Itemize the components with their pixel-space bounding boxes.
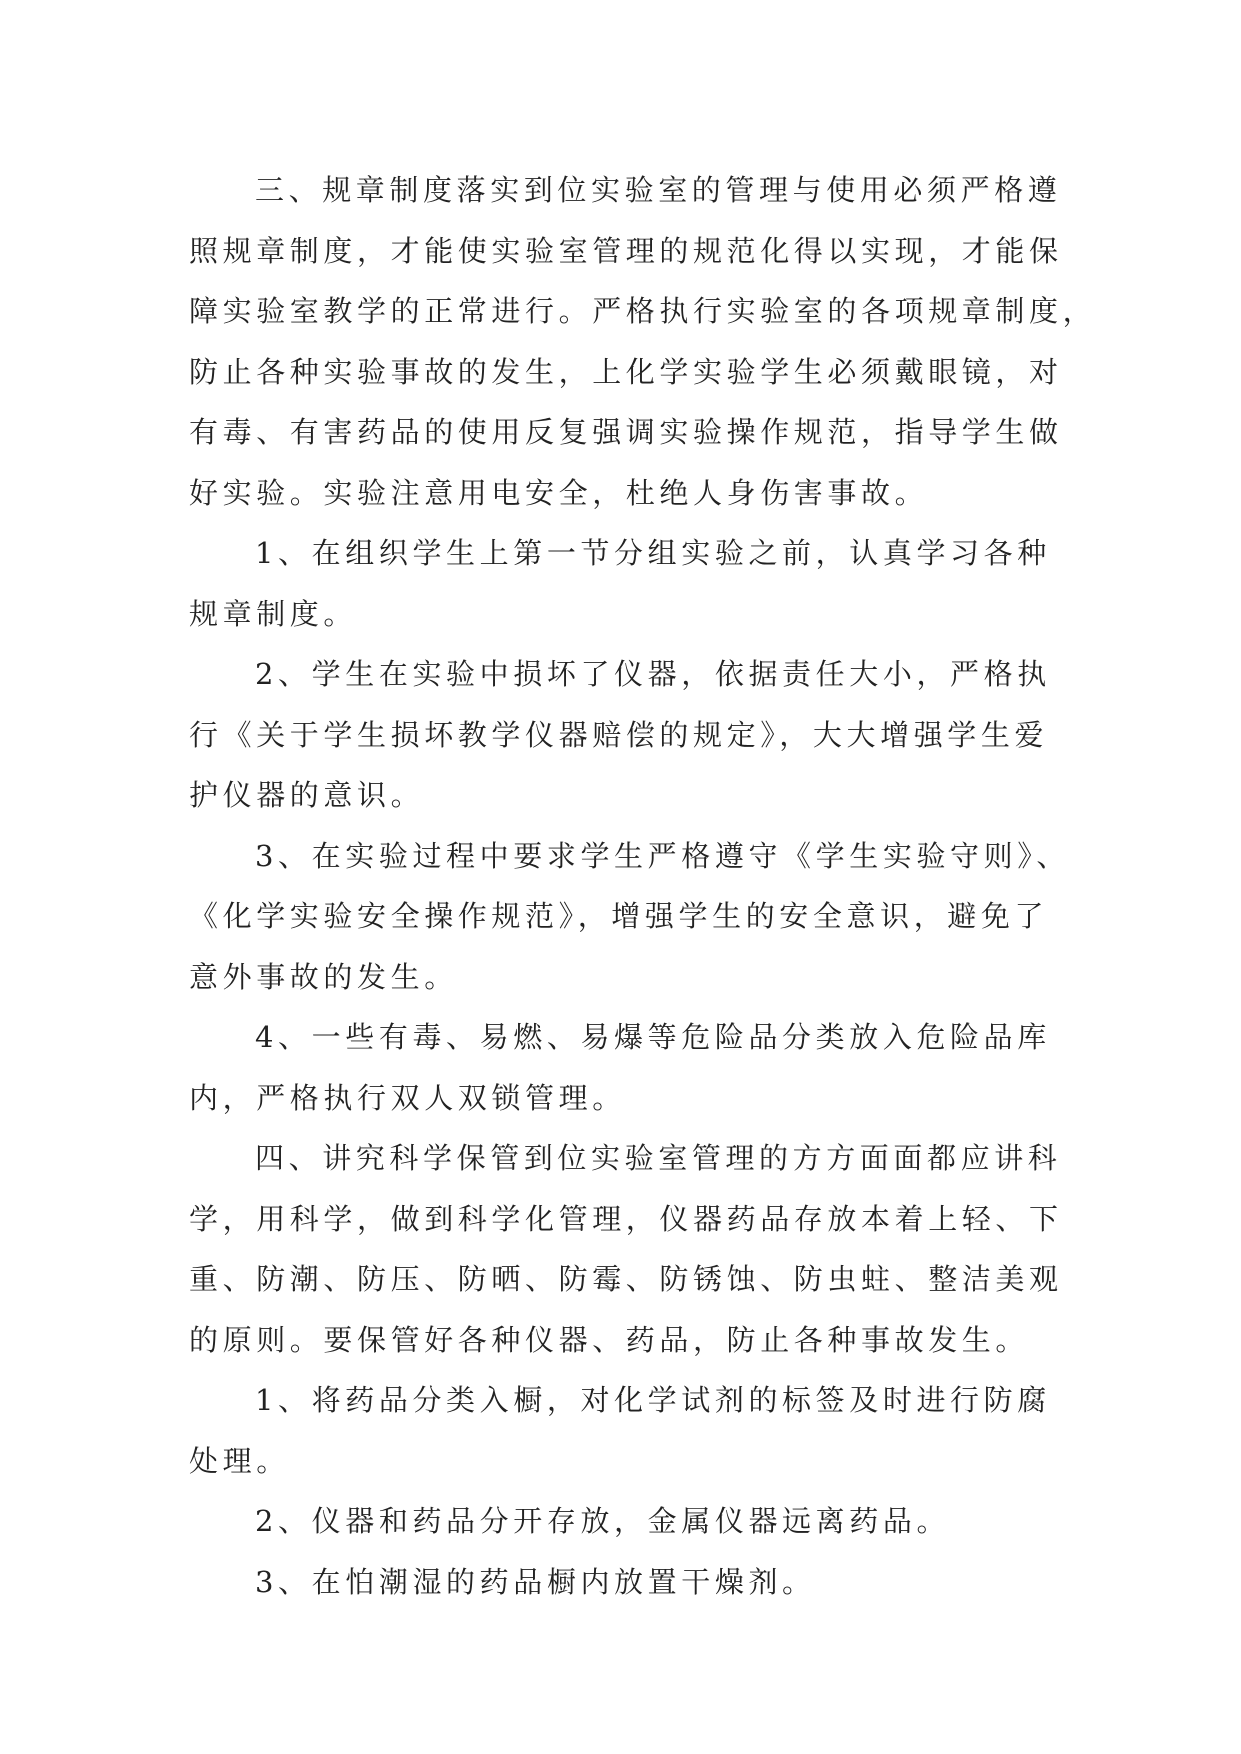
- text-line: 4、一些有毒、易燃、易爆等危险品分类放入危险品库: [255, 1020, 1051, 1054]
- text-line: 防止各种实验事故的发生，上化学实验学生必须戴眼镜，对: [189, 354, 1063, 389]
- text-line: 3、在实验过程中要求学生严格遵守《学生实验守则》、: [255, 838, 1070, 873]
- text-line: 2、学生在实验中损坏了仪器，依据责任大小，严格执: [255, 657, 1051, 691]
- text-line: 照规章制度，才能使实验室管理的规范化得以实现，才能保: [189, 233, 1063, 268]
- text-line: 3、在怕潮湿的药品橱内放置干燥剂。: [255, 1564, 816, 1599]
- text-line: 内，严格执行双人双锁管理。: [189, 1080, 626, 1115]
- text-line: 好实验。实验注意用电安全，杜绝人身伤害事故。: [189, 475, 929, 510]
- document-body: [189, 160, 1097, 1612]
- text-line: 2、仪器和药品分开存放，金属仪器远离药品。: [255, 1504, 951, 1538]
- text-line: 1、在组织学生上第一节分组实验之前，认真学习各种: [255, 536, 1051, 570]
- text-line: 意外事故的发生。: [189, 959, 458, 994]
- text-line: 处理。: [189, 1443, 290, 1478]
- text-line: 护仪器的意识。: [189, 778, 425, 812]
- text-line: 有毒、有害药品的使用反复强调实验操作规范，指导学生做: [189, 415, 1063, 449]
- text-line: 四、讲究科学保管到位实验室管理的方方面面都应讲科: [255, 1141, 1062, 1175]
- text-line: 三、规章制度落实到位实验室的管理与使用必须严格遵: [255, 173, 1062, 207]
- text-line: 1、将药品分类入橱，对化学试剂的标签及时进行防腐: [255, 1383, 1051, 1417]
- text-line: 重、防潮、防压、防晒、防霉、防锈蚀、防虫蛀、整洁美观: [189, 1262, 1063, 1296]
- text-line: 障实验室教学的正常进行。严格执行实验室的各项规章制度，: [189, 294, 1097, 328]
- text-line: 规章制度。: [189, 596, 358, 631]
- text-line: 行《关于学生损坏教学仪器赔偿的规定》，大大增强学生爱: [189, 717, 1049, 752]
- text-line: 《化学实验安全操作规范》，增强学生的安全意识，避免了: [189, 899, 1049, 933]
- text-line: 的原则。要保管好各种仪器、药品，防止各种事故发生。: [189, 1322, 1030, 1357]
- text-line: 学，用科学，做到科学化管理，仪器药品存放本着上轻、下: [189, 1201, 1063, 1236]
